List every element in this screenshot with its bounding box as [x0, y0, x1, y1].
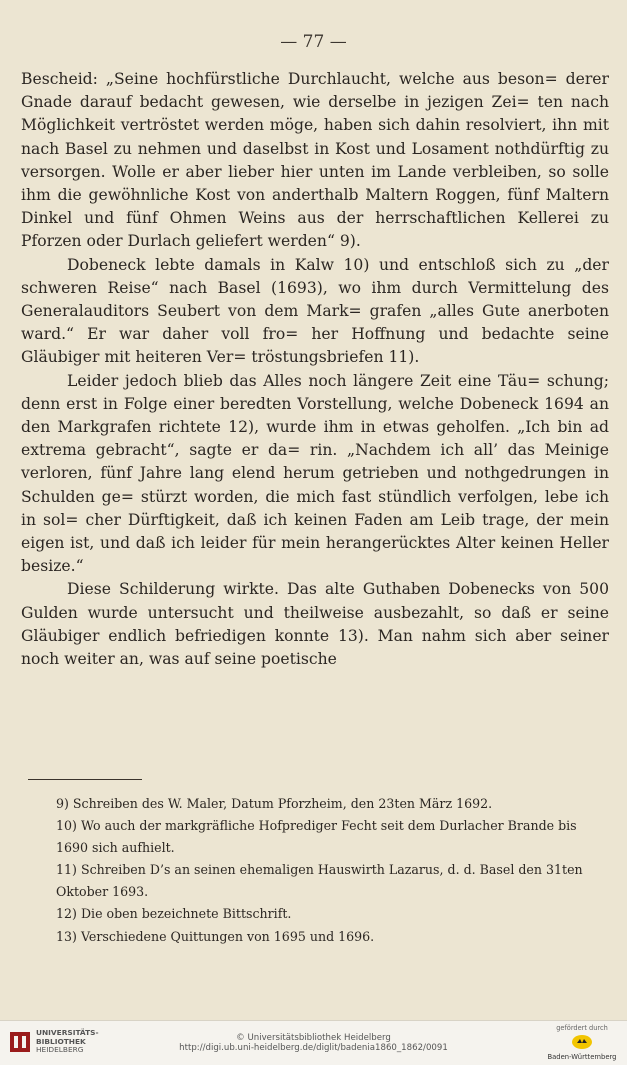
paragraph-1: Bescheid: „Seine hochfürstliche Durchlaucht, welche aus beson= derer Gnade darauf bedacht gewesen, wie derselbe in jezigen Zei= ten nach Möglichkeit vertröstet werden möge, haben sich dahin resolviert, ihn mit nach Basel zu nehmen und daselbst in Kost und Losament nothdürftig zu versorgen. Wolle er aber lieber hier unten im Lande verbleiben, so solle ihm die gewöhnliche Kost von anderthalb Maltern Roggen, fünf Maltern Dinkel und fünf Ohmen Weins aus der herrschaftlichen Kellerei zu Pforzen oder Durlach geliefert werden“ 9).: [21, 70, 609, 251]
paragraph-3: Leider jedoch blieb das Alles noch längere Zeit eine Täu= schung; denn erst in Folge einer beredten Vorstellung, welche Dobeneck 1694 an den Markgrafen richtete 12), wurde ihm in etwas geholfen. „Ich bin ad extrema gebracht“, sagte er da= rin. „Nachdem ich all’ das Meinige verloren, fünf Jahre lang elend herum getrieben und nothgedrungen in Schulden ge= stürzt worden, die mich fast stündlich verfolgen, lebe ich in sol= cher Dürftigkeit, daß ich keinen Faden am Leib trage, der mein eigen ist, und daß ich leider für mein herangerücktes Alter keinen Heller besize.“: [21, 371, 609, 576]
library-name-line3: HEIDELBERG: [36, 1045, 84, 1055]
paragraph-2: Dobeneck lebte damals in Kalw 10) und entschloß sich zu „der schweren Reise“ nach Basel (1693), wo ihm durch Vermittelung des Generalauditors Seubert von dem Mark= grafen „alles Gute anerboten ward.“ Er war daher voll fro= her Hoffnung und bedachte seine Gläubiger mit heiteren Ver= tröstungsbriefen 11).: [21, 255, 609, 367]
footnote-divider: [28, 779, 142, 780]
library-name-line2: BIBLIOTHEK: [36, 1036, 86, 1046]
state-crest-icon: [571, 1034, 593, 1050]
library-name-line1: UNIVERSITÄTS-: [36, 1028, 99, 1037]
paragraph-4: Diese Schilderung wirkte. Das alte Guthaben Dobenecks von 500 Gulden wurde untersucht und theilweise ausbezahlt, so daß er seine Gläubiger endlich befriedigen konnte 13). Man nahm sich aber seiner noch weiter an, was auf seine poetische: [21, 580, 609, 669]
sponsor-block[interactable]: [547, 1024, 617, 1061]
main-text: [21, 68, 609, 671]
viewer-footer: [0, 1020, 627, 1065]
copyright-block: [0, 1033, 627, 1053]
footnote-13: 13) Verschiedene Quittungen von 1695 und 1696.: [56, 928, 375, 944]
permalink-url[interactable]: http://digi.ub.uni-heidelberg.de/diglit/badenia1860_1862/0091: [179, 1043, 448, 1053]
page-number: — 77 —: [280, 32, 347, 52]
footnotes: [28, 793, 608, 948]
copyright-text: © Universitätsbibliothek Heidelberg: [236, 1033, 391, 1043]
footnote-10: 10) Wo auch der markgräfliche Hofprediger Fecht seit dem Durlacher Brande bis 1690 sich aufhielt.: [56, 818, 577, 856]
sponsor-label: gefördert durch: [556, 1024, 608, 1032]
footnote-12: 12) Die oben bezeichnete Bittschrift.: [56, 906, 292, 922]
footnote-9: 9) Schreiben des W. Maler, Datum Pforzheim, den 23ten März 1692.: [56, 796, 493, 811]
footnote-11: 11) Schreiben D’s an seinen ehemaligen Hauswirth Lazarus, d. d. Basel den 31ten Oktober 1693.: [56, 862, 583, 900]
sponsor-name: Baden-Württemberg: [547, 1053, 617, 1061]
